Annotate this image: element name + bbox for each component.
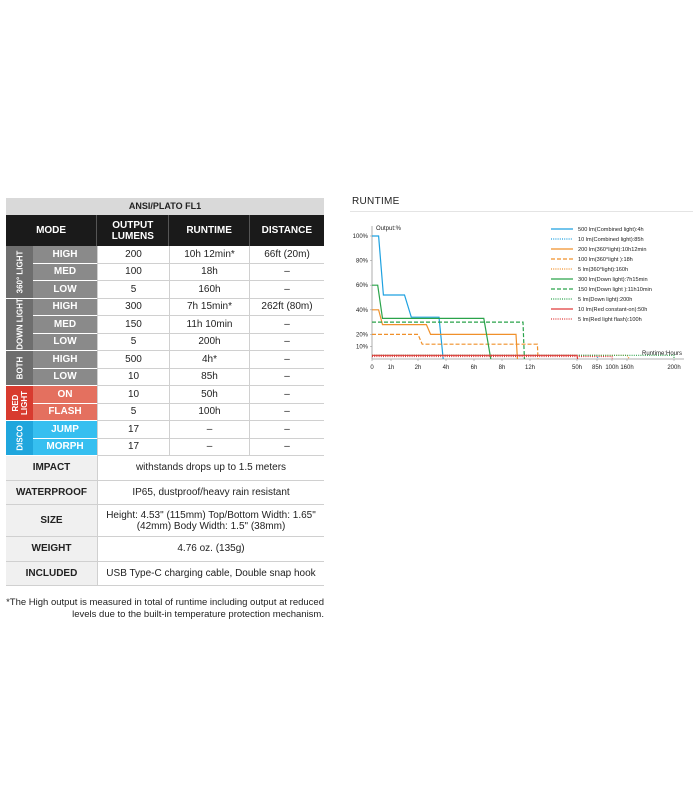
y-axis-label: Output:% [376, 226, 402, 232]
runtime-value: 160h [169, 281, 249, 298]
x-tick-label: 160h [620, 365, 634, 371]
level-label: JUMP [33, 421, 97, 439]
group-label: RED LIGHT [10, 391, 29, 415]
output-value: 10 [97, 369, 169, 386]
feature-row-waterproof [6, 481, 324, 506]
table-row [33, 421, 324, 439]
output-value: 10 [97, 386, 169, 403]
legend-label: 5 lm(Red light flash):100h [578, 317, 642, 323]
chart-title-rule [350, 211, 693, 212]
level-label: MED [33, 264, 97, 282]
runtime-value: 7h 15min* [169, 299, 249, 316]
feature-row-size [6, 505, 324, 537]
distance-value: – [249, 281, 324, 298]
feature-label: WEIGHT [6, 537, 97, 561]
x-tick-label: 4h [442, 365, 450, 371]
level-label: HIGH [33, 299, 97, 317]
distance-value: – [249, 386, 324, 403]
distance-value: 262ft (80m) [249, 299, 324, 316]
x-axis-label: Runtime:Hours [641, 351, 682, 357]
header-output: OUTPUT LUMENS [96, 215, 168, 246]
group-label: 360° LIGHT [15, 250, 24, 294]
output-value: 150 [97, 316, 169, 333]
table-row [33, 264, 324, 282]
x-tick-label: 12h [524, 365, 536, 371]
chart-title: RUNTIME [352, 196, 400, 207]
level-label: MED [33, 316, 97, 334]
feature-value: 4.76 oz. (135g) [97, 537, 324, 561]
distance-value: – [249, 404, 324, 421]
level-label: ON [33, 386, 97, 404]
feature-value: withstands drops up to 1.5 meters [97, 456, 324, 480]
x-tick-label: 2h [414, 365, 422, 371]
series-line [372, 236, 443, 359]
feature-label: IMPACT [6, 456, 97, 480]
output-value: 100 [97, 264, 169, 281]
header-distance: DISTANCE [249, 215, 324, 246]
feature-row-included [6, 562, 324, 587]
output-value: 5 [97, 334, 169, 351]
y-tick-label: 40% [355, 307, 368, 314]
level-label: HIGH [33, 351, 97, 369]
y-tick-label: 60% [355, 283, 368, 290]
distance-value: 66ft (20m) [249, 246, 324, 263]
table-row [33, 316, 324, 334]
distance-value: – [249, 421, 324, 438]
distance-value: – [249, 316, 324, 333]
x-tick-label: 85h [591, 365, 603, 371]
y-tick-label: 100% [352, 234, 368, 240]
legend-label: 5 lm(Down light):200h [578, 297, 633, 303]
output-value: 17 [97, 421, 169, 438]
table-row [33, 404, 324, 422]
distance-value: – [249, 264, 324, 281]
y-tick-label: 80% [355, 258, 368, 265]
distance-value: – [249, 439, 324, 456]
feature-label: SIZE [6, 505, 97, 536]
x-tick-label: 50h [571, 365, 583, 371]
series-line [372, 285, 491, 359]
runtime-value: 100h [169, 404, 249, 421]
table-row [33, 386, 324, 404]
group-down-light [6, 299, 324, 352]
series-line [372, 322, 524, 359]
runtime-value: 50h [169, 386, 249, 403]
level-label: HIGH [33, 246, 97, 264]
x-tick-label: 1h [387, 365, 395, 371]
x-tick-label: 200h [667, 365, 681, 371]
group-label: BOTH [15, 356, 24, 380]
distance-value: – [249, 369, 324, 386]
feature-value: USB Type-C charging cable, Double snap hook [97, 562, 324, 586]
header-mode: MODE [36, 225, 67, 236]
feature-label: INCLUDED [6, 562, 97, 586]
output-value: 17 [97, 439, 169, 456]
output-value: 5 [97, 281, 169, 298]
legend-label: 500 lm(Combined light):4h [578, 227, 644, 233]
distance-value: – [249, 351, 324, 368]
legend-label: 300 lm(Down light):7h15min [578, 277, 648, 283]
table-row [33, 281, 324, 299]
legend-label: 200 lm(360°light):10h12min [578, 247, 647, 253]
output-value: 300 [97, 299, 169, 316]
x-tick-label: 100h [605, 365, 619, 371]
level-label: LOW [33, 334, 97, 352]
feature-row-weight [6, 537, 324, 562]
table-title: ANSI/PLATO FL1 [6, 198, 324, 215]
output-value: 500 [97, 351, 169, 368]
feature-row-impact [6, 456, 324, 481]
group-360-light [6, 246, 324, 299]
legend-label: 10 lm(Red constant-on):50h [578, 307, 648, 313]
runtime-value: 200h [169, 334, 249, 351]
feature-label: WATERPROOF [6, 481, 97, 505]
group-label: DISCO [15, 425, 24, 451]
runtime-value: 18h [169, 264, 249, 281]
level-label: LOW [33, 281, 97, 299]
table-row [33, 334, 324, 352]
runtime-value: 10h 12min* [169, 246, 249, 263]
group-label: DOWN LIGHT [15, 298, 24, 351]
footnote: *The High output is measured in total of runtime including output at reduced levels due to the built-in temperature protection mechanism. [6, 597, 324, 620]
table-row [33, 351, 324, 369]
series-line [372, 355, 578, 359]
legend-label: 10 lm(Combined light):85h [578, 237, 644, 243]
legend-label: 150 lm(Down light ):11h10min [578, 287, 652, 293]
x-tick-label: 8h [498, 365, 506, 371]
runtime-value: – [169, 439, 249, 456]
legend-label: 5 lm(360°light):160h [578, 267, 629, 273]
table-row [33, 369, 324, 387]
spec-table [6, 198, 324, 621]
table-row [33, 246, 324, 264]
legend-label: 100 lm(360°light ):18h [578, 257, 633, 263]
runtime-value: 85h [169, 369, 249, 386]
output-value: 5 [97, 404, 169, 421]
x-tick-label: 0 [370, 365, 374, 371]
feature-value: Height: 4.53" (115mm) Top/Bottom Width: 1.65" (42mm) Body Width: 1.5" (38mm) [97, 505, 324, 536]
runtime-chart [346, 214, 692, 378]
output-value: 200 [97, 246, 169, 263]
table-row [33, 439, 324, 457]
runtime-value: – [169, 421, 249, 438]
table-header [6, 215, 324, 246]
level-label: MORPH [33, 439, 97, 457]
level-label: LOW [33, 369, 97, 387]
group-both [6, 351, 324, 386]
header-runtime: RUNTIME [168, 215, 248, 246]
table-row [33, 299, 324, 317]
group-disco [6, 421, 324, 456]
runtime-value: 11h 10min [169, 316, 249, 333]
y-tick-label: 20% [355, 332, 368, 339]
x-tick-label: 6h [470, 365, 478, 371]
distance-value: – [249, 334, 324, 351]
feature-value: IP65, dustproof/heavy rain resistant [97, 481, 324, 505]
group-red-light [6, 386, 324, 421]
runtime-value: 4h* [169, 351, 249, 368]
level-label: FLASH [33, 404, 97, 422]
y-tick-label: 10% [355, 344, 368, 351]
